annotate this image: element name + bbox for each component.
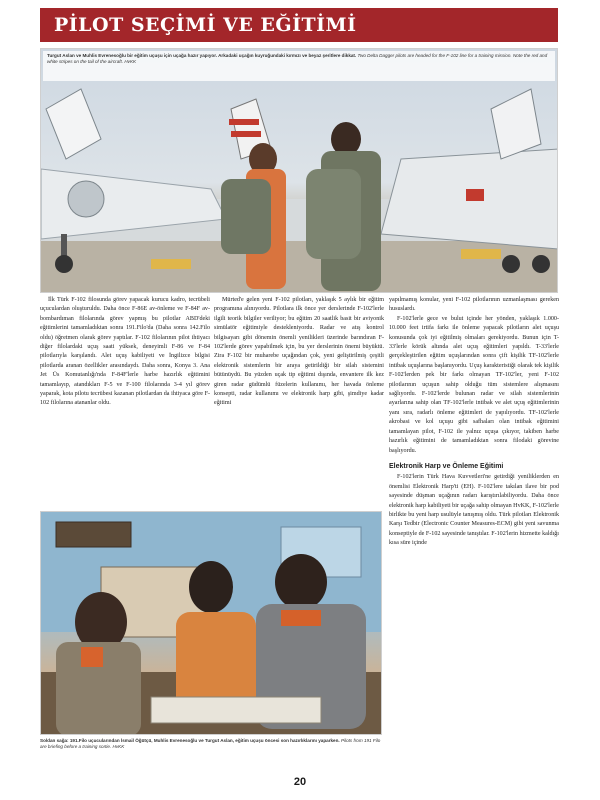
article-paragraph: Mürted'e gelen yeni F-102 pilotları, yaklaşık 5 aylık bir eğitim programına alınıyordu. Pilotlara ilk önce yer derslerinde F-102'lerle ilgili teorik bilgiler veriliyor; bu eğitim 20 saatlik basit bir aviyonik simülatör eğitimiyle destekleniyordu. Radar ve atış kontrol bilgisayarı gibi dönemin önemli yenilikleri üzerinde barındıran F-102'lerde görev yapabilmek için, bu yer derslerinin önemi büyüktü. Zira F-102 bir muharebe uçağından çok, yeni geliştirilmiş çeşitli elektronik sistemlerin bir araya getirildiği bir silah sistemini bütünüydü. Bu yüzden uçak tip eğitimi dışında, envantere ilk kez giren radar güdümlü füzelerin kullanımı, her havada önleme konsepti, radar kullanımı ve elektronik harp gibi, şimdiye kadar eğitimi — [214, 297, 384, 407]
article-column-1 — [40, 296, 210, 409]
pilots-briefing-illustration — [41, 512, 382, 735]
section-heading: Elektronik Harp ve Önleme Eğitimi — [389, 462, 504, 470]
bottom-photo-caption-tr: Soldan sağa: 191.Filo uçucularından İsmail Öğütçü, Muhlis Evrenesoğlu ve Turgut Aslan, eğitim uçuşu öncesi son hazırlıklarını yaparken. — [40, 738, 340, 743]
top-photo — [40, 48, 558, 293]
article-column-3 — [389, 296, 559, 549]
bottom-photo-caption — [40, 738, 382, 751]
article-column-2 — [214, 296, 384, 502]
top-photo-caption — [43, 51, 555, 81]
article-paragraph: F-102'lerin Türk Hava Kuvvetleri'ne getirdiği yeniliklerden en önemlisi Elektronik Harp'ti (EH). F-102'lere takılan ilave bir pod sayesinde düşman uçağının radarı karıştırılabiliyordu. Daha önce elektronik harp kabiliyeti bir uçağa sahip olmayan HvKK, F-102'lerle birlikte bu yeni harp usulüyle tanışmış oldu. Türk pilotları Elektronik Karşı Tedbir (Electronic Counter Measures-ECM) gibi yeni savunma konseptiyle de F-102 sayesinde tanıştılar. F-102'lerin hizmette kaldığı kısa süre içinde — [389, 474, 559, 547]
bottom-photo — [40, 511, 382, 735]
top-photo-caption-tr: Turgut Aslan ve Muhlis Evrenesoğlu bir eğitim uçuşu için uçağa hazır yapıyor. Arkadaki uçağın kuyruğundaki kırmızı ve beyaz şeritlere dikkat. — [47, 53, 357, 58]
article-paragraph: İlk Türk F-102 filosunda görev yapacak kurucu kadro, tecrübeli uçuculardan oluşturuldu. Daha önce F-86E av-önleme ve F-84F av-bombardıman filolarında görev yapmış bu pilotlar ABD'deki eğitimlerini tamamladıktan sonra 191.Filo'da (Daha sonra 142.Filo oldu) öğretmen olarak görev yaptılar. F-102 filolarının pilot ihtiyacı diğer filolardaki uçuş saati yüksek, deneyimli F-86 ve F-84 pilotlarıyla karşılandı. Alet uçuş kabiliyeti ve İngilizce bilgisi pilotlarda aranan özellikler arasındaydı. Daha sonra, Konya 3. Ana Jet Üs Komutanlığı'nda F-84F'lerle harbe hazırlık eğitimini tamamlayıp, atandıkları F-5 ve F-100 filolarında 3-4 yıl görev yaparak, kota pilotu tecrübesi kazanan pilotlardan da ihtiyaca göre F-102 filolarına atananlar oldu. — [40, 297, 210, 407]
top-photo-caption-en: Two Delta Dagger pilots are headed for the F-102 line for a training mission. Note the red and white stripes on the tail of the aircraft. HvKK — [47, 53, 548, 64]
bottom-photo-caption-en: Pilots from 191 Filo are briefing before a training sortie. HvKK — [40, 738, 381, 750]
page-title-banner — [40, 8, 558, 42]
page-title: PİLOT SEÇİMİ VE EĞİTİMİ — [54, 14, 357, 36]
aircraft-pilots-illustration — [41, 49, 558, 293]
article-paragraph: F-102'lerle gece ve bulut içinde her yönden, yaklaşık 1.000-10.000 feet irtifa farkı ile önleme yapacak pilotların alet uçuşu konusunda çok iyi eğitilmiş olmaları gerekiyordu. Bunun için T-33'lerle körük altında alet uçuş eğitimleri yapıldı. T-33'lerle gerçekleştirilen eğitim uçuşlarından sonra çift kişilik TF-102'lerle intibak uçuşlarına başlanıyordu. Uçuş karakteristiği olarak tek kişilik F-102'lerden pek bir farkı olmayan TF-102'ler, yeni F-102 pilotlarının uçuşun sahip olduğu tüm sistemlere alışmasını sağlıyordu. F-102'lerde bulunan radar ve silah sistemlerinin ayarlarına sahip olan TF-102'lerle intibak ve alet uçuş eğitimlerinin yanı sıra, radarlı önleme eğitimleri de yapılıyordu. TF-102'lerle akrobasi ve kol uçuşu gibi safhaları olan intibak eğitimini tamamlayan pilot, F-102 ile yalnız uçuşa çıkıyor, takiben harbe hazırlık eğitimini de tamamladıktan sonra filodaki görevine başlıyordu. — [389, 315, 559, 454]
article-paragraph: yapılmamış konular, yeni F-102 pilotlarının uzmanlaşması gereken hususlardı. — [389, 297, 559, 313]
page-number: 20 — [293, 776, 307, 788]
